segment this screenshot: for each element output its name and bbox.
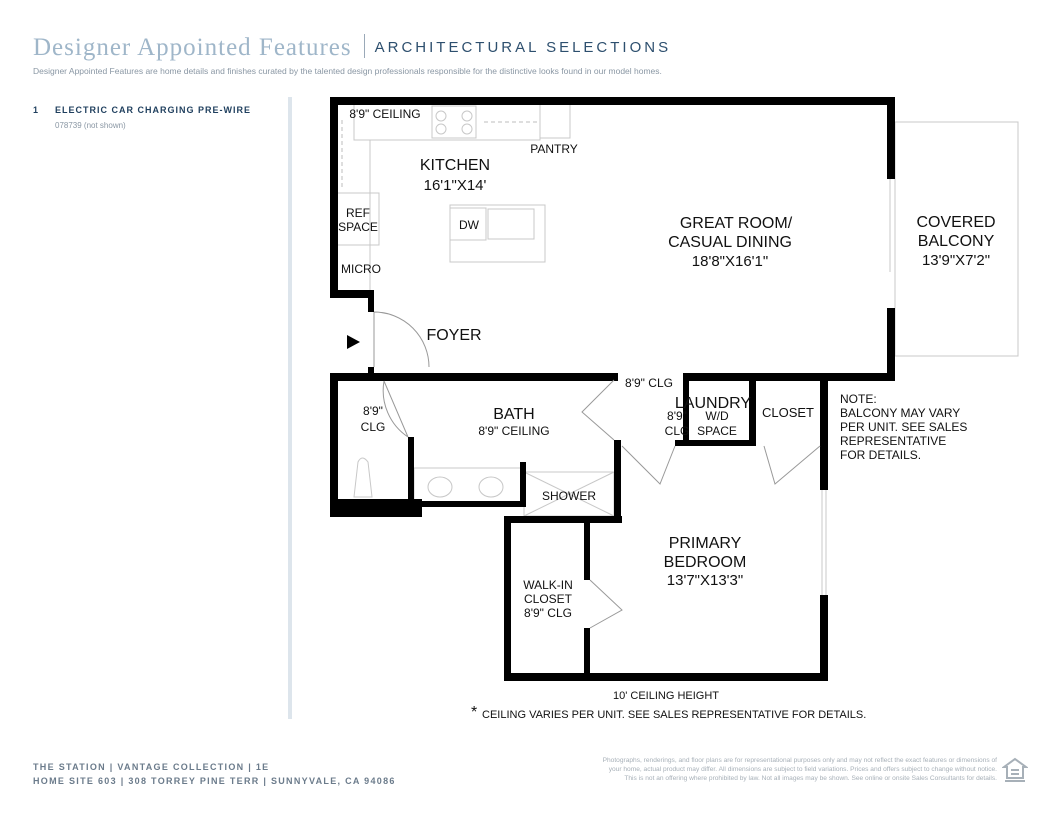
ref-space-label: SPACE <box>338 220 378 234</box>
toilet <box>354 458 372 497</box>
wd-label: W/D <box>705 409 729 423</box>
wall <box>820 378 828 490</box>
equal-housing-opportunity-icon <box>1002 757 1028 783</box>
burner <box>436 111 446 121</box>
footer-address <box>33 760 396 788</box>
kitchen-dimensions: 16'1"X14' <box>423 177 487 194</box>
wall <box>408 437 414 507</box>
pantry-label: PANTRY <box>530 142 578 156</box>
great-room-dimensions: 18'8"X16'1" <box>691 253 769 270</box>
wall <box>584 520 590 580</box>
balcony-note-line: BALCONY MAY VARY <box>840 406 961 420</box>
closet-door <box>764 446 820 484</box>
vanity-counter <box>414 468 522 506</box>
feature-name: ELECTRIC CAR CHARGING PRE-WIRE <box>55 105 251 115</box>
ceiling-height-label: 10' CEILING HEIGHT <box>612 690 720 702</box>
balcony-label: COVERED <box>916 214 996 231</box>
footer-disclaimer <box>527 756 997 783</box>
foyer-door <box>374 312 429 367</box>
footer-home-site: HOME SITE 603 | 308 TORREY PINE TERR | SUNNYVALE, CA 94086 <box>33 776 396 786</box>
kitchen-ceiling-label: 8'9" CEILING <box>349 107 421 121</box>
wall <box>330 373 618 381</box>
page-header <box>33 34 671 62</box>
walkin-label: WALK-IN <box>523 578 573 592</box>
feature-code: 078739 (not shown) <box>55 121 126 130</box>
kitchen-label: KITCHEN <box>419 157 491 174</box>
micro-label: MICRO <box>341 262 381 276</box>
great-room-label: GREAT ROOM/ <box>679 215 793 232</box>
balcony-note-line: PER UNIT. SEE SALES <box>840 420 968 434</box>
wall <box>330 97 895 105</box>
wall <box>520 462 526 506</box>
shower-label: SHOWER <box>542 489 596 503</box>
burner <box>436 124 446 134</box>
burner <box>462 124 472 134</box>
balcony-label-2: BALCONY <box>917 233 995 250</box>
wall <box>504 673 828 681</box>
asterisk: * <box>471 704 478 721</box>
ceiling-note: CEILING VARIES PER UNIT. SEE SALES REPRESENTATIVE FOR DETAILS. <box>482 709 867 721</box>
title-divider <box>364 34 365 58</box>
bath-ceiling-label: 8'9" CEILING <box>478 424 550 438</box>
column-divider <box>288 97 292 719</box>
wall <box>408 501 526 507</box>
vanity-sink <box>479 477 503 497</box>
disclaimer-line: This is not an offering where prohibited by law. Not all images may be shown. See online or onsite Sales Consultants for details. <box>624 775 997 782</box>
ref-label: REF <box>346 206 370 220</box>
wall <box>330 97 338 297</box>
walkin-clg-label: 8'9" CLG <box>524 606 572 620</box>
disclaimer-line: Photographs, renderings, and floor plans are for representational purposes only and may not reflect the exact features or dimensions of <box>602 757 997 764</box>
bath-door <box>582 380 614 440</box>
section-title: ARCHITECTURAL SELECTIONS <box>374 39 672 56</box>
primary-dimensions: 13'7"X13'3" <box>666 572 744 589</box>
wall <box>504 516 511 681</box>
wall <box>584 628 590 678</box>
casual-dining-label: CASUAL DINING <box>668 234 792 251</box>
hall-clg-label-2: CLG <box>360 420 386 434</box>
pantry-box <box>540 104 570 138</box>
walkin-closet-label: CLOSET <box>523 592 573 606</box>
burner <box>462 111 472 121</box>
wall <box>749 378 756 446</box>
footer-community: THE STATION | VANTAGE COLLECTION | 1E <box>33 762 270 772</box>
balcony-dimensions: 13'9"X7'2" <box>921 252 991 269</box>
wall <box>683 373 895 381</box>
vanity-sink <box>428 477 452 497</box>
wall <box>614 440 621 523</box>
bedroom-label: BEDROOM <box>663 554 747 571</box>
hall-door <box>383 381 408 437</box>
entry-arrow <box>347 335 360 349</box>
laundry-clg-label: 8'9" <box>667 409 687 423</box>
dw-label: DW <box>459 218 479 232</box>
wd-space-label: SPACE <box>697 424 737 438</box>
feature-number: 1 <box>33 105 39 115</box>
wall <box>676 440 682 446</box>
wall <box>887 308 895 378</box>
balcony-note-title: NOTE: <box>840 392 877 406</box>
foyer-label: FOYER <box>426 327 482 344</box>
bedroom-door <box>622 446 675 484</box>
hall-clg-label: 8'9" <box>363 404 383 418</box>
kitchen-sink <box>488 209 534 239</box>
laundry-label: LAUNDRY <box>674 395 752 412</box>
wall <box>330 373 338 515</box>
closet-label: CLOSET <box>761 405 815 420</box>
kitchen-island <box>450 205 545 262</box>
disclaimer-line: your home, actual product may differ. All dimensions are subject to field variations. Prices and offers subject to change without notice. <box>608 766 997 773</box>
page-title: Designer Appointed Features <box>33 34 352 61</box>
wall <box>368 290 374 312</box>
floor-plan <box>300 92 1040 732</box>
bath-label: BATH <box>493 406 535 423</box>
wall <box>887 97 895 179</box>
page-subtitle: Designer Appointed Features are home details and finishes curated by the talented design professionals responsible for the distinctive looks found in our model homes. <box>33 66 662 76</box>
hall-ceiling-label: 8'9" CLG <box>625 376 673 390</box>
laundry-clg-label-2: CLG <box>664 424 690 438</box>
balcony-note-line: FOR DETAILS. <box>840 448 922 462</box>
wall <box>330 290 373 298</box>
wall <box>504 516 622 523</box>
walkin-door <box>590 580 622 628</box>
balcony-note-line: REPRESENTATIVE <box>840 434 947 448</box>
feature-item <box>33 100 251 130</box>
wall <box>820 595 828 681</box>
primary-label: PRIMARY <box>668 535 742 552</box>
